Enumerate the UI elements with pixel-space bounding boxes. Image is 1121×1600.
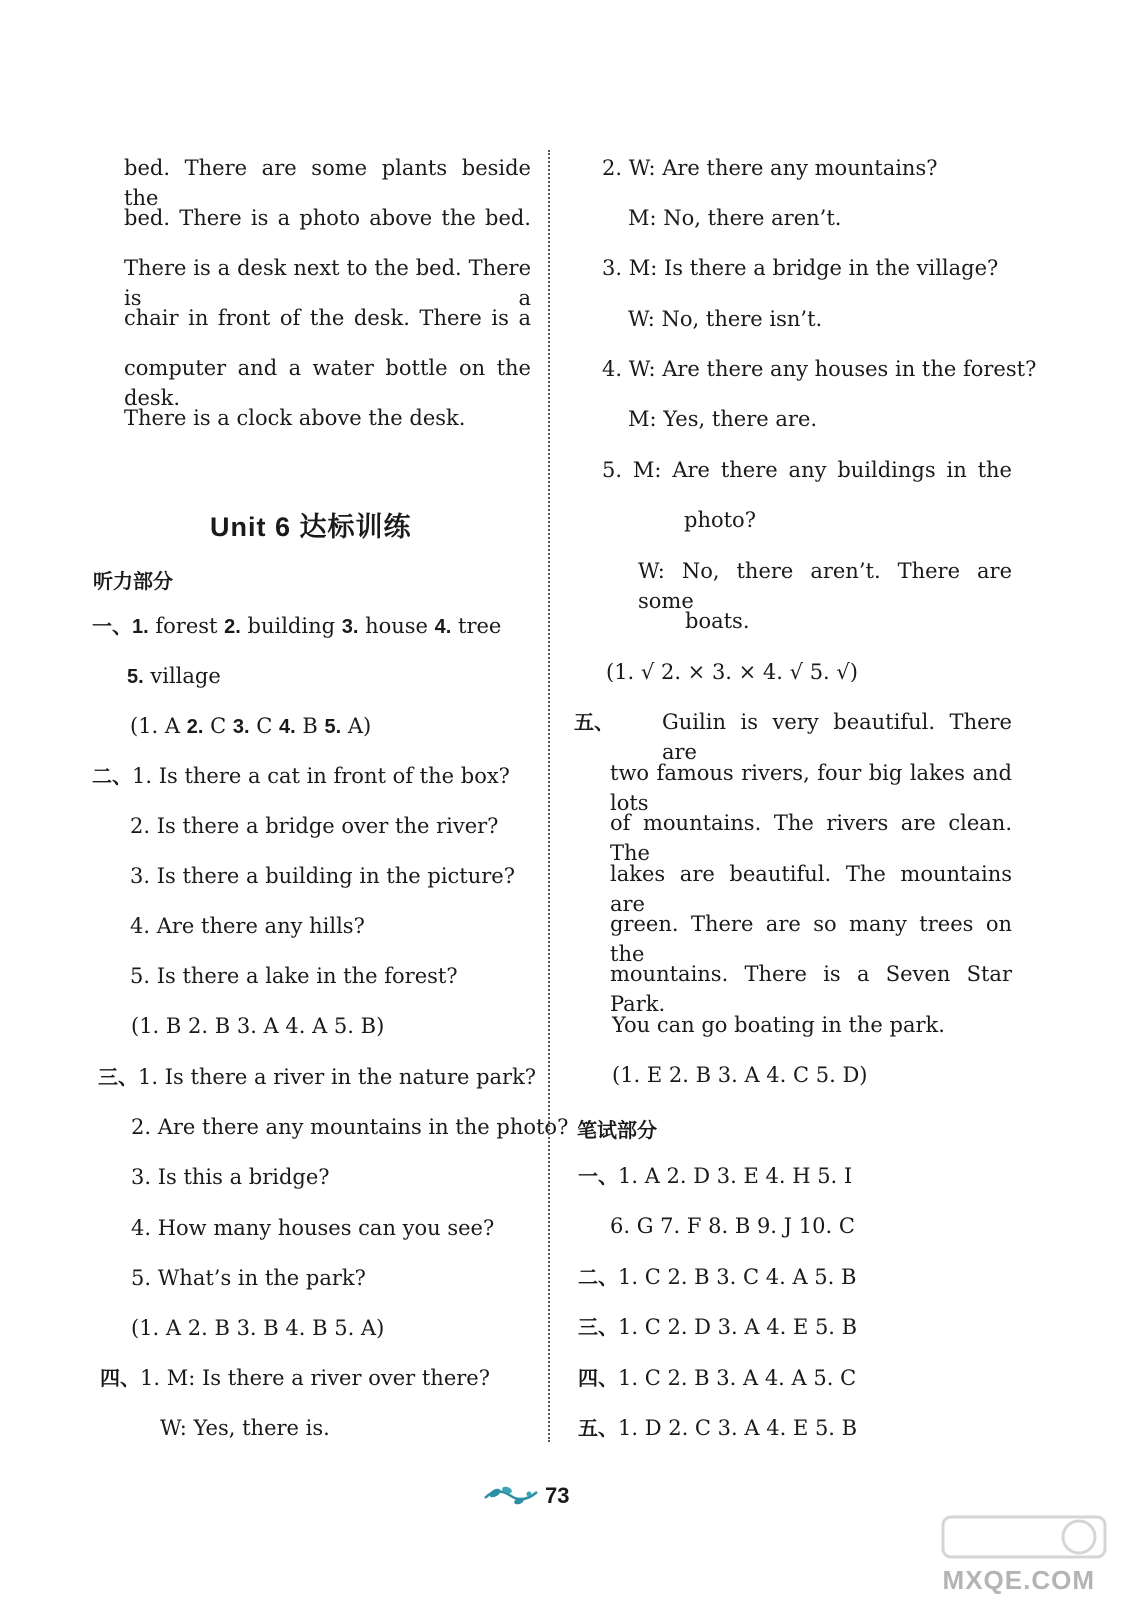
answers: 1. D 2. C 3. A 4. E 5. B: [618, 1416, 858, 1440]
written-section-title: 笔试部分: [577, 1118, 657, 1142]
ans: C: [203, 714, 233, 738]
q4-answers: (1. √ 2. × 3. × 4. √ 5. √): [606, 660, 858, 684]
passage-line: green. There are so many trees on the: [610, 912, 1012, 966]
q3-line: [98, 1062, 536, 1093]
question: 2. Are there any mountains in the photo?: [131, 1115, 569, 1139]
dialogue: 1. M: Is there a river over there?: [140, 1366, 490, 1390]
ans: A): [341, 714, 372, 738]
q1-line: [92, 611, 501, 642]
q2-marker: 二、: [92, 766, 132, 788]
ans: A: [158, 714, 187, 738]
passage-line: Guilin is very beautiful. There are: [662, 710, 1012, 764]
listening-section-title: 听力部分: [93, 569, 173, 593]
question: 5. Is there a lake in the forest?: [130, 964, 458, 988]
answers: 1. C 2. D 3. A 4. E 5. B: [618, 1315, 858, 1339]
marker: 五、: [574, 712, 614, 734]
q3-marker: 三、: [98, 1067, 138, 1089]
written-row: [578, 1413, 857, 1444]
word: house: [358, 614, 435, 638]
q4-marker: 四、: [100, 1368, 140, 1390]
text-line: bed. There are some plants beside the: [124, 156, 531, 210]
q5-answers: (1. E 2. B 3. A 4. C 5. D): [612, 1063, 868, 1087]
question: 3. Is there a building in the picture?: [130, 864, 515, 888]
answers: 1. C 2. B 3. C 4. A 5. B: [618, 1265, 857, 1289]
ans: 3.: [232, 716, 250, 738]
dialogue: 4. W: Are there any houses in the forest?: [602, 357, 1037, 381]
page-number: 73: [545, 1483, 570, 1508]
q2-line: [92, 761, 510, 792]
dialogue: M: No, there aren’t.: [628, 206, 842, 230]
question: 3. Is this a bridge?: [131, 1165, 330, 1189]
text-line: There is a desk next to the bed. There is a: [124, 256, 531, 310]
q4-line: [100, 1363, 490, 1394]
written-row: [578, 1262, 856, 1293]
word: tree: [451, 614, 502, 638]
question: 5. What’s in the park?: [131, 1266, 366, 1290]
passage-line: lakes are beautiful. The mountains are: [610, 862, 1012, 916]
question: 1. Is there a cat in front of the box?: [132, 764, 510, 788]
dialogue: W: No, there isn’t.: [628, 307, 823, 331]
answers: 1. A 2. D 3. E 4. H 5. I: [618, 1164, 853, 1188]
question: 4. How many houses can you see?: [131, 1216, 495, 1240]
num: 3.: [341, 616, 359, 638]
ans: 4.: [278, 716, 296, 738]
num: 1.: [132, 616, 149, 638]
ans: 2.: [186, 716, 204, 738]
text-line: chair in front of the desk. There is a: [124, 306, 531, 330]
q3-answers: (1. A 2. B 3. B 4. B 5. A): [131, 1316, 385, 1340]
passage-line: two famous rivers, four big lakes and lots: [610, 761, 1012, 815]
dialogue: W: No, there aren’t. There are some: [638, 559, 1012, 613]
written-row: [610, 1211, 855, 1241]
marker: 二、: [578, 1267, 618, 1289]
passage-line: mountains. There is a Seven Star Park.: [610, 962, 1012, 1016]
marker: 四、: [578, 1368, 618, 1390]
ans: (1.: [130, 714, 159, 738]
leaf-ornament-icon: [483, 1482, 539, 1512]
dialogue: 2. W: Are there any mountains?: [602, 156, 938, 180]
column-divider: [548, 150, 550, 1442]
q5-marker: [574, 707, 614, 738]
num: 5.: [127, 666, 144, 688]
ans: C: [249, 714, 279, 738]
num: 4.: [434, 616, 452, 638]
word: building: [240, 614, 342, 638]
word: forest: [148, 614, 225, 638]
dialogue: 3. M: Is there a bridge in the village?: [602, 256, 999, 280]
passage-line: of mountains. The rivers are clean. The: [610, 811, 1012, 865]
marker: 三、: [578, 1317, 618, 1339]
passage-line: You can go boating in the park.: [612, 1013, 945, 1037]
text-line: There is a clock above the desk.: [124, 406, 466, 430]
written-row: [578, 1161, 852, 1192]
dialogue: W: Yes, there is.: [160, 1416, 330, 1440]
text-line: computer and a water bottle on the desk.: [124, 356, 531, 410]
question: 2. Is there a bridge over the river?: [130, 814, 499, 838]
answers: 1. C 2. B 3. A 4. A 5. C: [618, 1366, 857, 1390]
dialogue: M: Yes, there are.: [628, 407, 818, 431]
marker: 五、: [578, 1418, 618, 1440]
num: 2.: [224, 616, 241, 638]
question: 1. Is there a river in the nature park?: [138, 1065, 537, 1089]
q1-line: [127, 661, 221, 692]
watermark-text: MXQE.COM: [942, 1565, 1095, 1595]
q1-answers: [130, 711, 371, 742]
written-row: [578, 1312, 857, 1343]
written-row: [578, 1363, 856, 1394]
dialogue: 5. M: Are there any buildings in the: [602, 458, 1012, 482]
dialogue: photo?: [684, 508, 756, 532]
dialogue: boats.: [685, 609, 750, 633]
unit-heading: Unit 6 达标训练: [210, 512, 412, 542]
q1-marker: 一、: [92, 616, 132, 638]
question: 4. Are there any hills?: [130, 914, 365, 938]
text-line: bed. There is a photo above the bed.: [124, 206, 531, 230]
word: village: [143, 664, 221, 688]
ans: B: [295, 714, 325, 738]
q2-answers: (1. B 2. B 3. A 4. A 5. B): [131, 1014, 385, 1038]
answers: 6. G 7. F 8. B 9. J 10. C: [610, 1214, 855, 1238]
ans: 5.: [324, 716, 342, 738]
marker: 一、: [578, 1166, 618, 1188]
